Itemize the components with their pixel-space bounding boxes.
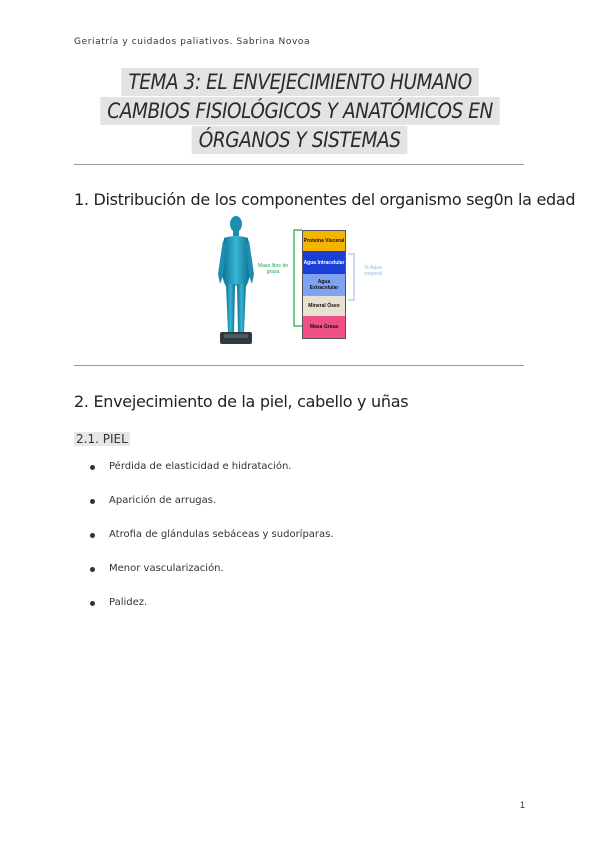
- divider: [74, 164, 524, 165]
- body-water-bracket: [346, 252, 360, 302]
- list-item-text: Atrofia de glándulas sebáceas y sudoríparas.: [109, 529, 334, 540]
- human-body-illustration: [210, 214, 290, 350]
- title-line-2: CAMBIOS FISIOLÓGICOS Y ANATÓMICOS EN: [100, 97, 500, 125]
- segment-extracellular-water: Agua Extracelular: [303, 274, 345, 296]
- bullet-icon: [90, 499, 95, 504]
- bullet-icon: [90, 601, 95, 606]
- list-item: [90, 562, 334, 596]
- title-line-1: TEMA 3: EL ENVEJECIMIENTO HUMANO: [121, 68, 478, 96]
- list-item: [90, 494, 334, 528]
- fat-free-mass-label: Masa libre de grasa: [257, 263, 288, 275]
- segment-visceral-protein: Proteína Visceral: [303, 231, 345, 251]
- running-header: Geriatría y cuidados paliativos. Sabrina Novoa: [74, 37, 311, 47]
- bullet-icon: [90, 567, 95, 572]
- subsection-heading: 2.1. PIEL: [76, 432, 128, 446]
- body-water-label: % Agua corporal: [363, 265, 383, 277]
- bullet-icon: [90, 465, 95, 470]
- page-number: 1: [520, 800, 526, 810]
- list-item-text: Aparición de arrugas.: [109, 495, 217, 506]
- skin-changes-list: [90, 460, 334, 630]
- bullet-icon: [90, 533, 95, 538]
- list-item: [90, 528, 334, 562]
- list-item: [90, 460, 334, 494]
- list-item-text: Pérdida de elasticidad e hidratación.: [109, 461, 292, 472]
- composition-stack: [302, 230, 346, 339]
- section-2-heading: 2. Envejecimiento de la piel, cabello y uñas: [74, 392, 409, 411]
- document-title: [0, 68, 600, 155]
- segment-fat-mass: Masa Grasa: [303, 316, 345, 338]
- segment-bone-mineral: Mineral Óseo: [303, 296, 345, 316]
- body-composition-figure: [210, 214, 390, 350]
- list-item-text: Palidez.: [109, 597, 148, 608]
- segment-intracellular-water: Agua Intracelular: [303, 251, 345, 274]
- list-item: [90, 596, 334, 630]
- section-1-heading: 1. Distribución de los componentes del organismo seg0n la edad: [74, 190, 576, 209]
- divider: [74, 365, 524, 366]
- list-item-text: Menor vascularización.: [109, 563, 224, 574]
- title-line-3: ÓRGANOS Y SISTEMAS: [192, 126, 408, 154]
